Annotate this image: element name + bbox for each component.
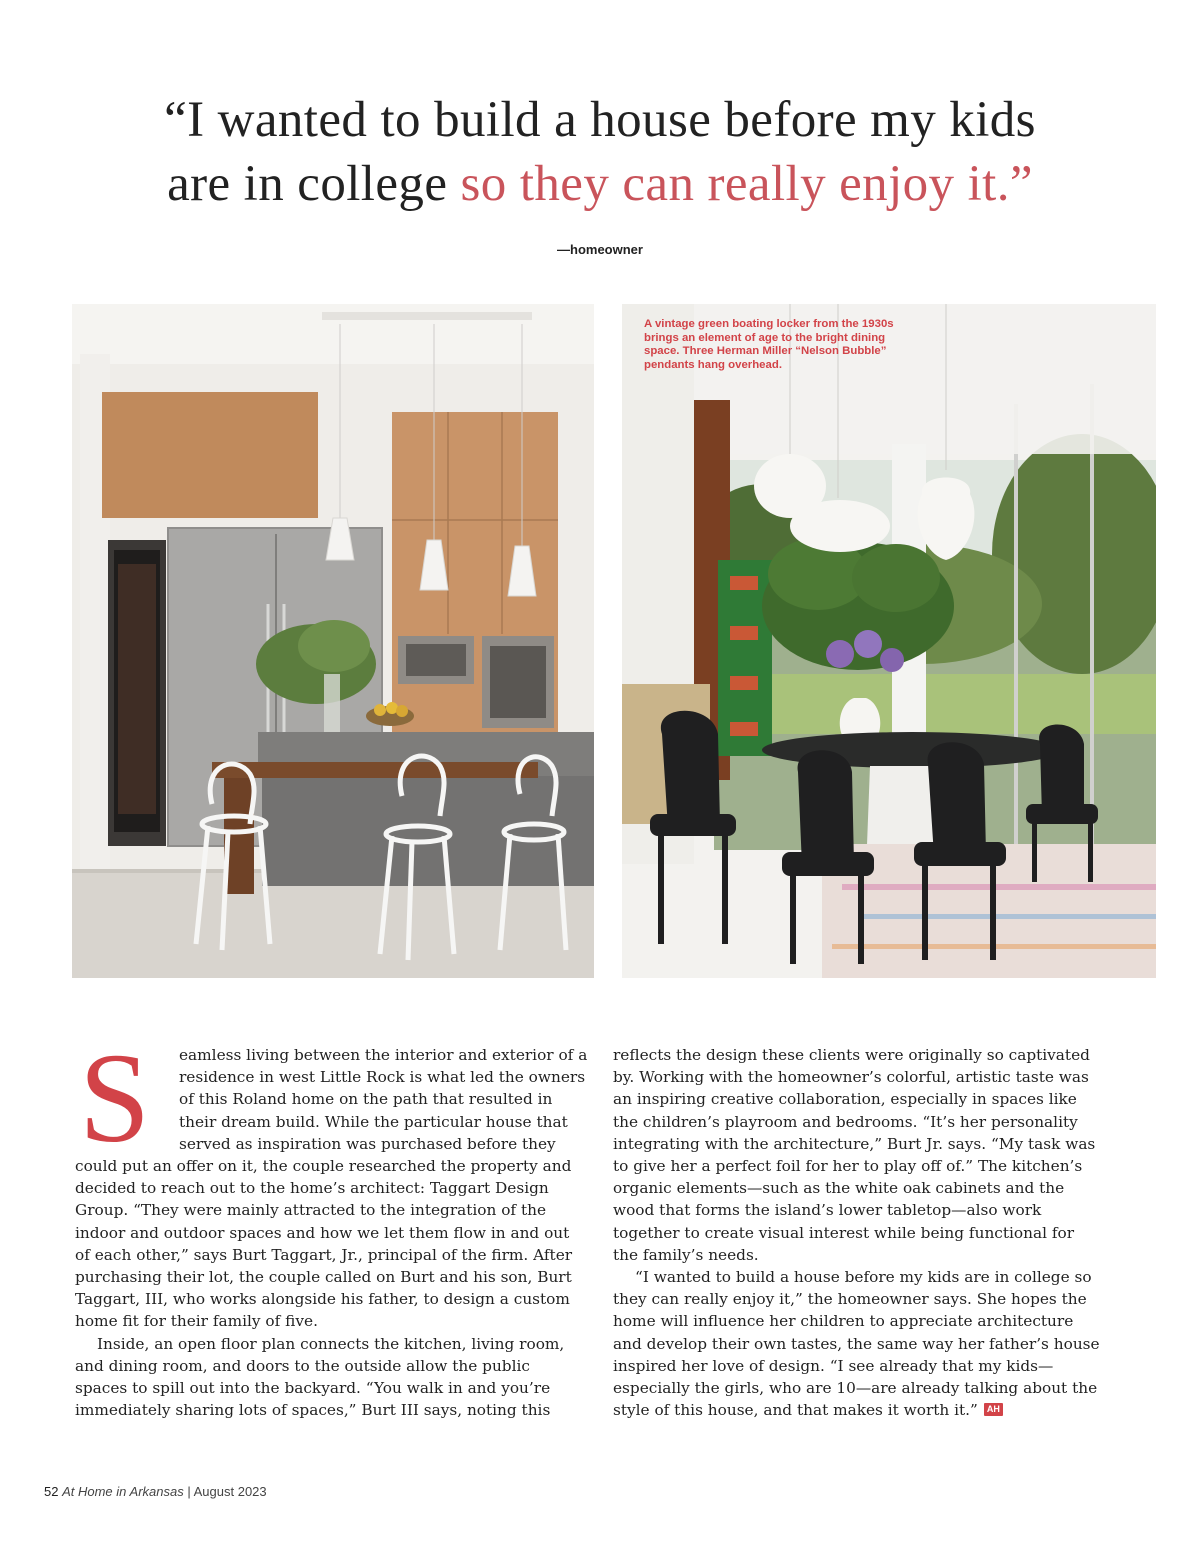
body-line: of this Roland home on the path that resulted in bbox=[179, 1090, 553, 1109]
body-line: together to create visual interest while being functional for bbox=[613, 1223, 1075, 1242]
issue-date: August 2023 bbox=[193, 1484, 267, 1499]
body-line-text: “I wanted to build a house before my kids are in college so bbox=[635, 1268, 1092, 1287]
pull-quote-plain: are in college bbox=[167, 156, 461, 212]
body-line: could put an offer on it, the couple researched the property and bbox=[75, 1157, 572, 1176]
body-line: their dream build. While the particular house that bbox=[179, 1112, 568, 1131]
article-column-1 bbox=[75, 1027, 595, 1421]
body-line: they can really enjoy it,” the homeowner says. She hopes the bbox=[613, 1290, 1087, 1309]
body-line: spaces to spill out into the backyard. “You walk in and you’re bbox=[75, 1379, 551, 1398]
body-line: indoor and outdoor spaces and how we let them flow in and out bbox=[75, 1223, 570, 1242]
body-line-text: Inside, an open floor plan connects the kitchen, living room, bbox=[97, 1334, 565, 1353]
body-line: purchasing their lot, the couple called on Burt and his son, Burt bbox=[75, 1268, 572, 1287]
caption-line: A vintage green boating locker from the 1930s bbox=[644, 318, 894, 330]
body-line: to give her a perfect foil for her to play off of.” The kitchen’s bbox=[613, 1157, 1083, 1176]
body-line: home will influence her children to appreciate architecture bbox=[613, 1312, 1074, 1331]
body-line: the family’s needs. bbox=[613, 1245, 759, 1264]
body-line-last bbox=[613, 1399, 1133, 1421]
quote-attribution: —homeowner bbox=[557, 242, 643, 257]
dining-illustration bbox=[622, 304, 1156, 978]
dining-photo bbox=[622, 304, 1156, 978]
caption-line: brings an element of age to the bright dining bbox=[644, 331, 886, 344]
body-line: organic elements—such as the white oak cabinets and the bbox=[613, 1179, 1065, 1198]
body-line: Group. “They were mainly attracted to the integration of the bbox=[75, 1201, 546, 1220]
article-column-2 bbox=[613, 1044, 1133, 1421]
body-line: the children’s playroom and bedrooms. “It’s her personality bbox=[613, 1112, 1078, 1131]
pull-quote bbox=[60, 88, 1140, 216]
body-line-indent bbox=[75, 1333, 595, 1355]
body-line: integrating with the architecture,” Burt Jr. says. “My task was bbox=[613, 1134, 1096, 1153]
body-line: served as inspiration was purchased before they bbox=[179, 1134, 556, 1153]
body-line: inspired her love of design. “I see already that my kids— bbox=[613, 1356, 1054, 1375]
body-line: residence in west Little Rock is what led the owners bbox=[179, 1068, 586, 1087]
body-line-indent bbox=[613, 1266, 1133, 1288]
end-mark: AH bbox=[984, 1403, 1003, 1416]
drop-cap: S bbox=[79, 1027, 151, 1169]
body-line: of each other,” says Burt Taggart, Jr., principal of the firm. After bbox=[75, 1245, 573, 1264]
pull-quote-line-1: “I wanted to build a house before my kids bbox=[164, 92, 1036, 148]
body-line: home fit for their family of five. bbox=[75, 1312, 318, 1331]
page-folio bbox=[44, 1484, 267, 1499]
caption-line: pendants hang overhead. bbox=[644, 358, 782, 371]
body-line: especially the girls, who are 10—are already talking about the bbox=[613, 1379, 1098, 1398]
kitchen-illustration bbox=[72, 304, 594, 978]
caption-line: space. Three Herman Miller “Nelson Bubble” bbox=[644, 345, 887, 358]
body-line: immediately sharing lots of spaces,” Burt III says, noting this bbox=[75, 1401, 551, 1420]
body-line: and dining room, and doors to the outside allow the public bbox=[75, 1356, 530, 1375]
body-line: eamless living between the interior and exterior of a bbox=[179, 1046, 588, 1064]
page-number: 52 bbox=[44, 1484, 59, 1499]
body-line: by. Working with the homeowner’s colorful, artistic taste was bbox=[613, 1068, 1089, 1087]
body-line: decided to reach out to the home’s architect: Taggart Design bbox=[75, 1179, 549, 1198]
magazine-title: At Home in Arkansas bbox=[62, 1484, 184, 1499]
photo-caption bbox=[644, 318, 904, 372]
body-line-text: style of this house, and that makes it worth it.” bbox=[613, 1401, 978, 1420]
body-line: reflects the design these clients were originally so captivated bbox=[613, 1046, 1090, 1064]
body-line: wood that forms the island’s lower tabletop—also work bbox=[613, 1201, 1042, 1220]
pull-quote-line-2 bbox=[60, 152, 1140, 216]
body-line: Taggart, III, who works alongside his father, to design a custom bbox=[75, 1290, 570, 1309]
kitchen-photo bbox=[72, 304, 594, 978]
pull-quote-accent: so they can really enjoy it.” bbox=[460, 156, 1033, 212]
body-line: an inspiring creative collaboration, especially in spaces like bbox=[613, 1090, 1077, 1109]
folio-separator: | bbox=[187, 1484, 191, 1499]
body-line: and develop their own tastes, the same way her father’s house bbox=[613, 1334, 1100, 1353]
